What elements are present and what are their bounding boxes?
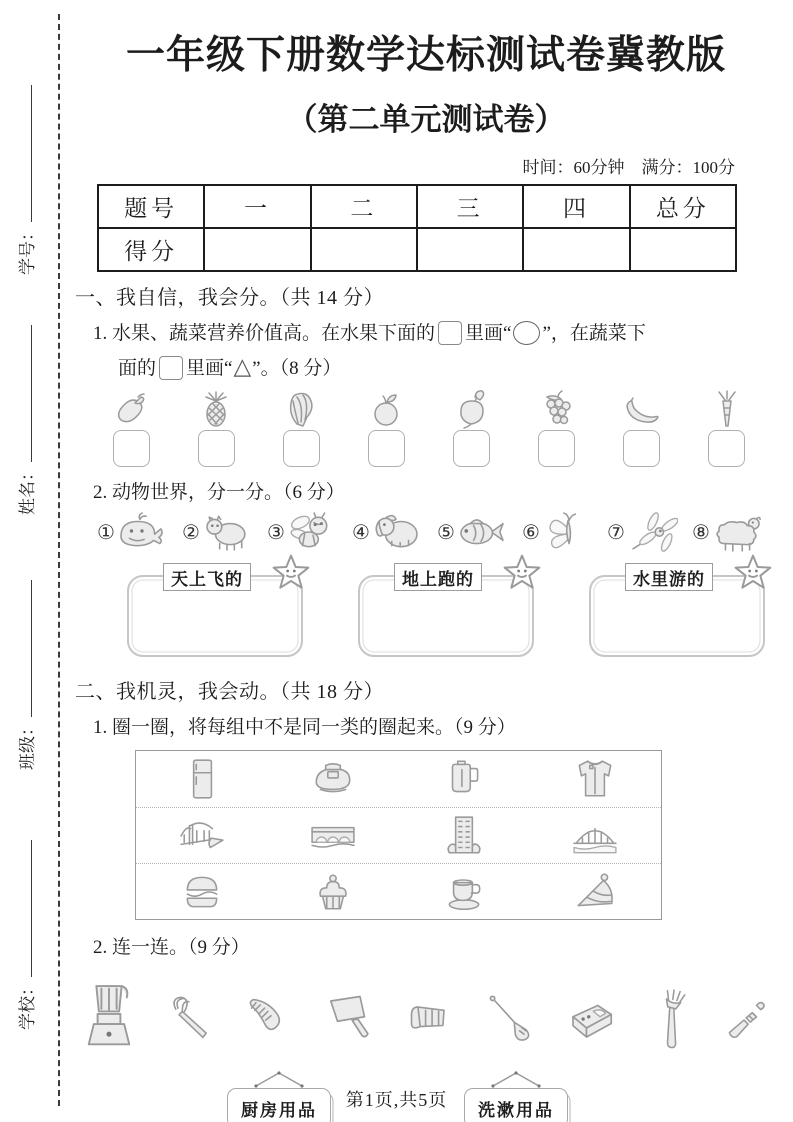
apple-icon — [365, 389, 407, 429]
whisk-icon — [165, 993, 217, 1045]
cupcake-icon — [310, 869, 356, 915]
item-slot-spatula — [485, 993, 537, 1045]
animal-number: ⑥ — [522, 521, 540, 544]
animal-slot-tiger — [182, 511, 253, 553]
animal-slot-bee — [267, 511, 338, 553]
q1-line2-a: 面的 — [118, 358, 157, 379]
score-table-header-row — [98, 185, 736, 228]
fruit-vegetable-row — [107, 389, 751, 467]
student-id-field — [13, 85, 37, 275]
section2-heading: 二、我机灵，我会动。（共 18 分） — [75, 681, 384, 703]
q1-line1 — [93, 317, 777, 350]
carrot-icon — [706, 389, 748, 429]
score-header-3: 三 — [417, 185, 523, 228]
score-row-label: 得分 — [98, 228, 204, 271]
refrigerator-icon — [179, 756, 225, 802]
category-box-ground — [358, 570, 534, 657]
elephant-icon — [371, 511, 423, 553]
q1-line2-c: ”。（8 分） — [252, 358, 342, 379]
section1-q1-text — [75, 317, 777, 385]
towel-icon — [405, 993, 457, 1045]
eggplant-icon — [110, 389, 152, 429]
q1-line1-b: 里画“ — [465, 323, 512, 344]
animal-slot-sheep — [692, 511, 763, 553]
category-box-sky — [127, 570, 303, 657]
animal-number: ① — [97, 521, 115, 544]
animal-number: ⑧ — [692, 521, 710, 544]
whale-icon — [116, 511, 168, 553]
class-field — [13, 580, 37, 770]
fruit-slot-radish — [448, 389, 496, 467]
student-name-field — [13, 325, 37, 515]
school-field — [13, 840, 37, 1030]
paper-subtitle: （第二单元测试卷） — [286, 102, 566, 137]
shirt-icon — [572, 756, 618, 802]
class-blank-line — [19, 580, 32, 717]
stone-arch-bridge-icon — [310, 813, 356, 859]
score-header-1: 一 — [204, 185, 310, 228]
class-label: 班级： — [17, 719, 37, 770]
animals-row — [97, 511, 763, 553]
school-blank-line — [19, 840, 32, 977]
match-items-row — [81, 976, 769, 1062]
animal-number: ④ — [352, 521, 370, 544]
score-cell-2 — [311, 228, 417, 271]
category-label-ground: 地上跑的 — [394, 563, 482, 591]
animal-slot-fish — [437, 511, 508, 553]
office-building-icon — [441, 813, 487, 859]
section1-heading: 一、我自信，我会分。（共 14 分） — [75, 287, 384, 309]
star-icon — [271, 553, 311, 593]
bee-icon — [286, 511, 338, 553]
fruit-slot-apple — [362, 389, 410, 467]
star-icon — [733, 553, 773, 593]
item-slot-blender — [81, 981, 137, 1057]
answer-box — [198, 430, 235, 467]
score-table-value-row — [98, 228, 736, 271]
score-header-timu: 题号 — [98, 185, 204, 228]
animal-number: ⑦ — [607, 521, 625, 544]
item-slot-towel — [405, 993, 457, 1045]
item-slot-comb — [244, 993, 296, 1045]
q1-line2 — [93, 350, 777, 385]
fruit-slot-eggplant — [107, 389, 155, 467]
electric-kettle-icon — [441, 756, 487, 802]
cleaver-icon — [324, 992, 378, 1046]
hamburger-icon — [179, 869, 225, 915]
q1-line1-a: 水果、蔬菜营养价值高。在水果下面的 — [112, 323, 436, 344]
score-cell-3 — [417, 228, 523, 271]
score-header-2: 二 — [311, 185, 417, 228]
animal-slot-butterfly — [522, 511, 593, 553]
student-id-blank-line — [19, 85, 32, 222]
item-slot-toothbrush — [719, 994, 769, 1044]
steel-arch-bridge-icon — [572, 813, 618, 859]
score-cell-4 — [523, 228, 629, 271]
animal-slot-dragonfly — [607, 511, 678, 553]
sheep-icon — [711, 511, 763, 553]
blender-icon — [81, 981, 137, 1057]
answer-box — [113, 430, 150, 467]
score-table — [97, 184, 737, 272]
animal-category-row — [127, 570, 777, 657]
category-label-water: 水里游的 — [625, 563, 713, 591]
school-label: 学校： — [17, 979, 37, 1030]
fish-icon — [456, 511, 508, 553]
category-label-sky: 天上飞的 — [163, 563, 251, 591]
animal-slot-elephant — [352, 511, 423, 553]
score-cell-1 — [204, 228, 310, 271]
answer-box — [538, 430, 575, 467]
answer-box — [453, 430, 490, 467]
animal-number: ② — [182, 521, 200, 544]
inline-answer-box-icon — [438, 321, 462, 345]
star-icon — [502, 553, 542, 593]
kitchen-sign-label: 厨房用品 — [241, 1101, 317, 1120]
page-number: 第1页,共5页 — [345, 1090, 448, 1110]
circle-shape-icon — [513, 321, 540, 345]
answer-box — [283, 430, 320, 467]
dragonfly-icon — [626, 511, 678, 553]
item-slot-soap — [564, 992, 618, 1046]
rice-cooker-icon — [310, 756, 356, 802]
score-header-4: 四 — [523, 185, 629, 228]
banana-icon — [621, 389, 663, 429]
q1-line1-c: ”，在蔬菜下 — [542, 323, 646, 344]
fork-icon — [638, 982, 698, 1055]
fruit-slot-carrot — [703, 389, 751, 467]
fruit-slot-banana — [618, 389, 666, 467]
grapes-icon — [536, 389, 578, 429]
soap-icon — [564, 992, 618, 1046]
paper-title: 一年级下册数学达标测试卷冀教版 — [125, 34, 726, 77]
time-score-meta: 时间：60分钟 满分：100分 — [522, 158, 735, 177]
radish-icon — [451, 389, 493, 429]
section2-q2-text: 2. 连一连。（9 分） — [93, 937, 250, 958]
binding-dashed-line — [58, 14, 60, 1106]
section1-q2-text: 2. 动物世界，分一分。（6 分） — [93, 482, 345, 503]
coffee-cup-icon — [441, 869, 487, 915]
animal-slot-whale — [97, 511, 168, 553]
cabbage-icon — [280, 389, 322, 429]
animal-number: ⑤ — [437, 521, 455, 544]
odd-one-out-grid — [135, 750, 662, 920]
butterfly-icon — [541, 511, 593, 553]
fruit-slot-pineapple — [192, 389, 240, 467]
suspension-bridge-icon — [179, 813, 225, 859]
score-header-total: 总分 — [630, 185, 736, 228]
tiger-icon — [201, 511, 253, 553]
answer-box — [623, 430, 660, 467]
toothbrush-icon — [719, 994, 769, 1044]
student-id-label: 学号： — [17, 224, 37, 275]
category-box-water — [589, 570, 765, 657]
answer-box — [708, 430, 745, 467]
section2-q1-text: 1. 圈一圈，将每组中不是同一类的圈起来。（9 分） — [93, 717, 516, 738]
cake-slice-icon — [572, 869, 618, 915]
q1-number: 1. — [93, 323, 108, 344]
fruit-slot-grapes — [533, 389, 581, 467]
spatula-icon — [485, 993, 537, 1045]
item-slot-cleaver — [324, 992, 378, 1046]
score-cell-total — [630, 228, 736, 271]
item-slot-whisk — [165, 993, 217, 1045]
student-name-blank-line — [19, 325, 32, 462]
pineapple-icon — [195, 389, 237, 429]
washing-sign-label: 洗漱用品 — [478, 1101, 554, 1120]
answer-box — [368, 430, 405, 467]
fruit-slot-cabbage — [277, 389, 325, 467]
triangle-shape-icon: △ — [233, 354, 252, 379]
animal-number: ③ — [267, 521, 285, 544]
inline-answer-box-icon — [159, 356, 183, 380]
grid-row-appliances — [136, 751, 661, 807]
item-slot-fork — [646, 987, 692, 1051]
grid-row-foods — [136, 863, 661, 919]
grid-row-structures — [136, 807, 661, 863]
student-name-label: 姓名： — [17, 464, 37, 515]
q1-line2-b: 里画“ — [186, 358, 233, 379]
comb-icon — [244, 993, 296, 1045]
